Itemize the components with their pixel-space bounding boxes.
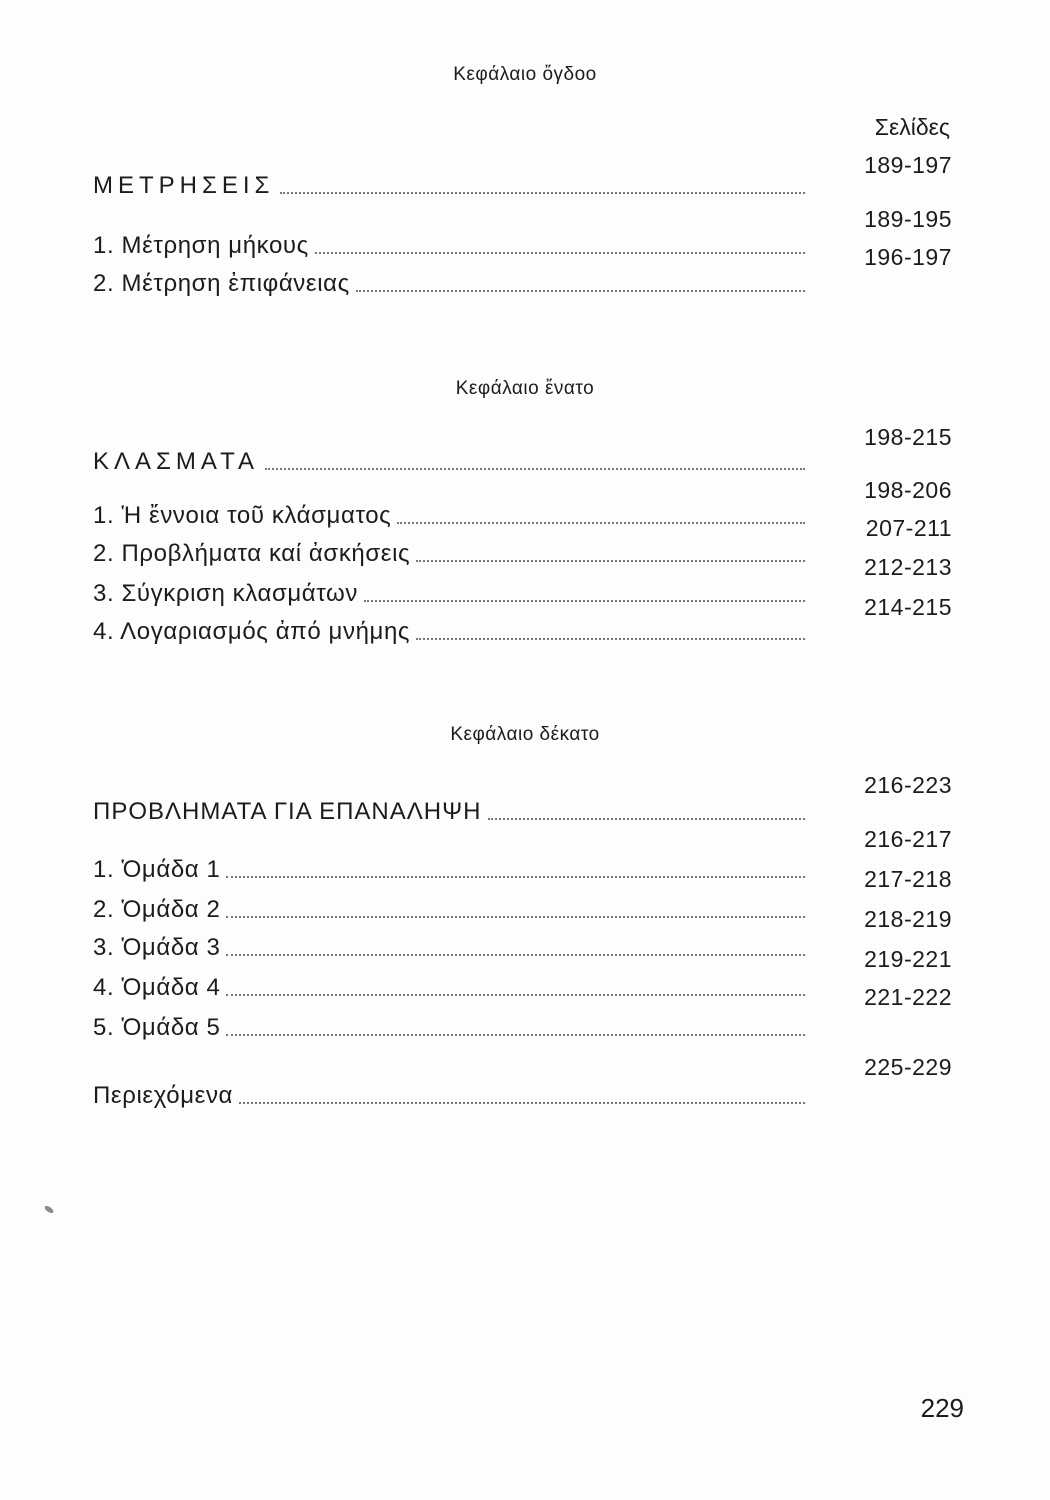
toc-entry-row — [93, 850, 805, 884]
toc-entry-row — [93, 226, 805, 260]
page-number: 229 — [920, 1393, 964, 1423]
toc-entry-row — [93, 574, 805, 608]
entry-pages: 214-215 — [864, 594, 952, 620]
toc-entry-row — [93, 534, 805, 568]
entry-label: 1. Ὁμάδα 1 — [93, 856, 221, 883]
toc-entry-row — [93, 928, 805, 962]
entry-pages: 219-221 — [864, 946, 952, 972]
entry-label: 2. Μέτρηση ἐπιφάνειας — [93, 270, 350, 297]
entry-label: 5. Ὁμάδα 5 — [93, 1014, 221, 1041]
pages-column-header: Σελίδες — [874, 114, 950, 140]
contents-pages: 225-229 — [864, 1054, 952, 1080]
chapter-8-pages: 189-197 — [864, 152, 952, 178]
toc-entry-row — [93, 968, 805, 1002]
dot-leader — [226, 994, 805, 996]
chapter-9-title: ΚΛΑΣΜΑΤΑ — [93, 448, 259, 475]
chapter-10-title-row — [93, 792, 805, 826]
contents-label: Περιεχόμενα — [93, 1082, 234, 1109]
entry-pages: 212-213 — [864, 554, 952, 580]
dot-leader — [265, 468, 805, 470]
dot-leader — [416, 560, 805, 562]
chapter-8-heading: Κεφάλαιο ὄγδοο — [453, 64, 597, 85]
chapter-8-title-row — [93, 166, 805, 200]
entry-label: 4. Ὁμάδα 4 — [93, 974, 221, 1001]
ink-speck — [43, 1205, 54, 1215]
dot-leader — [364, 600, 805, 602]
dot-leader — [416, 638, 805, 640]
chapter-9-title-row — [93, 442, 805, 476]
entry-pages: 198-206 — [864, 477, 952, 503]
dot-leader — [280, 192, 805, 194]
dot-leader — [226, 1034, 805, 1036]
toc-entry-row — [93, 264, 805, 298]
entry-pages: 221-222 — [864, 984, 952, 1010]
dot-leader — [226, 954, 805, 956]
chapter-10-pages: 216-223 — [864, 772, 952, 798]
entry-label: 3. Ὁμάδα 3 — [93, 934, 221, 961]
entry-label: 4. Λογαριασμός ἀπό μνήμης — [93, 618, 411, 645]
dot-leader — [356, 290, 805, 292]
entry-label: 1. Ἡ ἔννοια τοῦ κλάσματος — [93, 502, 392, 529]
chapter-9-heading: Κεφάλαιο ἔνατο — [455, 378, 595, 399]
entry-label: 1. Μέτρηση μήκους — [93, 232, 309, 259]
contents-row — [93, 1076, 805, 1110]
dot-leader — [397, 522, 805, 524]
chapter-8-title: ΜΕΤΡΗΣΕΙΣ — [93, 172, 275, 199]
dot-leader — [226, 916, 805, 918]
chapter-10-heading: Κεφάλαιο δέκατο — [450, 724, 600, 745]
chapter-10-title: ΠΡΟΒΛΗΜΑΤΑ ΓΙΑ ΕΠΑΝΑΛΗΨΗ — [93, 798, 482, 825]
chapter-9-pages: 198-215 — [864, 424, 952, 450]
entry-label: 2. Προβλήματα καί ἀσκήσεις — [93, 540, 411, 567]
toc-entry-row — [93, 890, 805, 924]
entry-pages: 189-195 — [864, 206, 952, 232]
dot-leader — [488, 818, 806, 820]
entry-pages: 216-217 — [864, 826, 952, 852]
entry-label: 3. Σύγκριση κλασμάτων — [93, 580, 358, 607]
entry-label: 2. Ὁμάδα 2 — [93, 896, 221, 923]
dot-leader — [239, 1102, 805, 1104]
entry-pages: 196-197 — [864, 244, 952, 270]
dot-leader — [315, 252, 805, 254]
entry-pages: 207-211 — [865, 515, 952, 541]
entry-pages: 218-219 — [864, 906, 952, 932]
toc-entry-row — [93, 1008, 805, 1042]
dot-leader — [226, 876, 805, 878]
toc-entry-row — [93, 496, 805, 530]
entry-pages: 217-218 — [864, 866, 952, 892]
toc-entry-row — [93, 612, 805, 646]
